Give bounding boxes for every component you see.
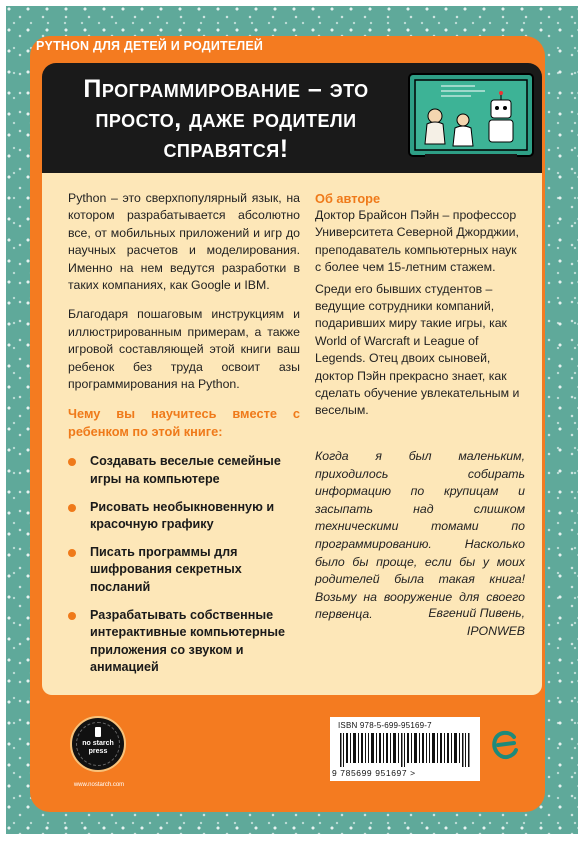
bullet-dot-icon [68, 504, 76, 512]
publisher-glyph-icon [94, 727, 102, 737]
quote-author-company: IPONWEB [466, 624, 525, 638]
publisher-name-line: press [88, 748, 108, 755]
left-column [68, 190, 300, 687]
learn-heading: Чему вы научитесь вместе с ребенком по этой книге: [68, 406, 300, 440]
list-item: Создавать веселые семейные игры на компьютере [68, 453, 300, 488]
quote-author-name: Евгений Пивень, [428, 606, 525, 620]
intro-paragraph: Python – это сверхпопулярный язык, на котором разрабатывается абсолютно все, от мобильных приложений и игр до научных расчетов и моделирования. Именно на нем ведутся разработки в таких компаниях, как Google и IBM. [68, 191, 300, 293]
bullet-dot-icon [68, 549, 76, 557]
intro-paragraph: Благодаря пошаговым инструкциям и иллюстрированным примерам, а также игровой составляющей этой книги ваш ребенок без труда освоит азы программирования на Python. [68, 307, 300, 392]
headline: Программирование – это просто, даже родители справятся! [83, 75, 369, 163]
barcode [340, 733, 470, 767]
list-item: Писать программы для шифрования секретных посланий [68, 544, 300, 597]
no-starch-press-logo-icon [70, 716, 126, 772]
barcode-digits: 9 785699 951697 > [332, 768, 416, 778]
author-paragraph: Среди его бывших студентов – ведущие сотрудники компаний, подаривших миру такие игры, как World of Warcraft и League of Legends. Отец двоих сыновей, доктор Пэйн прекрасно знает, как сделать обучение увлекательным и веселым. [315, 281, 520, 418]
family-coding-illustration [405, 72, 537, 170]
about-author-heading: Об авторе [315, 191, 381, 206]
list-item: Рисовать необыкновенную и красочную графику [68, 499, 300, 534]
eksmo-logo-icon [490, 728, 520, 762]
learn-list [68, 453, 300, 677]
isbn-label: ISBN 978-5-699-95169-7 [338, 721, 432, 730]
publisher-name-line: no starch [82, 740, 114, 747]
bullet-dot-icon [68, 458, 76, 466]
author-paragraph: Доктор Брайсон Пэйн – профессор Университета Северной Джорджии, преподаватель компьютерных наук с более чем 15-летним стажем. [315, 208, 519, 275]
isbn-barcode-panel [330, 717, 480, 781]
list-item: Разрабатывать собственные интерактивные компьютерные приложения со звуком и анимацией [68, 607, 300, 677]
publisher-url: www.nostarch.com [73, 782, 125, 788]
quote-attribution [315, 604, 525, 640]
bullet-dot-icon [68, 612, 76, 620]
series-label: PYTHON ДЛЯ ДЕТЕЙ И РОДИТЕЛЕЙ [36, 39, 264, 53]
review-quote: Когда я был маленьким, приходилось собирать информацию по крупицам и засыпать над слишком техническими томами по программированию. Насколько было бы проще, если бы у моих родителей была такая книга! Возьму на вооружение для своего первенца. [315, 449, 525, 622]
right-column [315, 190, 525, 420]
